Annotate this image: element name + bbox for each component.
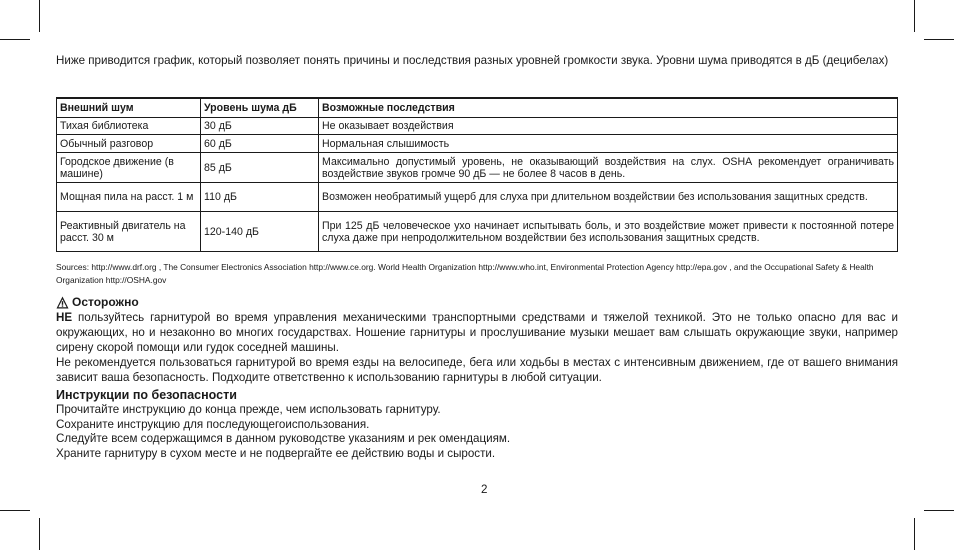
table-row — [57, 135, 898, 153]
caution-heading — [56, 295, 139, 309]
caution-title: Осторожно — [72, 295, 139, 309]
consequence-cell: Максимально допустимый уровень, не оказывающий воздействия на слух. OSHA рекомендует ограничивать воздействие звуков громче 90 дБ — не более 8 часов в день. — [319, 153, 898, 183]
noise-source-cell: Реактивный двигатель на расст. 30 м — [57, 212, 201, 252]
noise-level-cell: 120-140 дБ — [201, 212, 319, 252]
crop-mark — [924, 39, 954, 40]
header-consequences: Возможные последствия — [319, 98, 898, 118]
consequence-cell: Нормальная слышимость — [319, 135, 898, 153]
noise-level-cell: 85 дБ — [201, 153, 319, 183]
caution-lead: НЕ — [56, 311, 73, 324]
consequence-cell: Не оказывает воздействия — [319, 118, 898, 135]
safety-heading: Инструкции по безопасности — [56, 388, 237, 402]
caution-paragraph: Не рекомендуется пользоваться гарнитурой во время езды на велосипеде, бега или ходьбы в местах с интенсивным движением, где от вашего внимания зависит ваша безопасность. Подходите ответственно к использованию гарнитуры в любой ситуации. — [56, 356, 898, 384]
noise-level-cell: 30 дБ — [201, 118, 319, 135]
noise-source-cell: Тихая библиотека — [57, 118, 201, 135]
crop-mark — [914, 518, 915, 550]
crop-mark — [39, 0, 40, 32]
crop-mark — [914, 0, 915, 32]
sources-note: Sources: http://www.drf.org , The Consumer Electronics Association http://www.ce.org. World Health Organization http://www.who.int, Environmental Protection Agency http://epa.gov , and the Occupational Safety & Health Organization http://OSHA.gov — [56, 262, 874, 285]
page-number: 2 — [481, 483, 488, 496]
table-row — [57, 212, 898, 252]
table-row — [57, 118, 898, 135]
caution-paragraph — [56, 310, 898, 355]
noise-level-cell: 60 дБ — [201, 135, 319, 153]
noise-level-cell: 110 дБ — [201, 183, 319, 212]
caution-body — [56, 310, 898, 385]
noise-source-cell: Городское движение (в машине) — [57, 153, 201, 183]
header-noise-level: Уровень шума дБ — [201, 98, 319, 118]
list-item: Следуйте всем содержащимся в данном руководстве указаниям и рек омендациям. — [56, 432, 511, 445]
noise-source-cell: Обычный разговор — [57, 135, 201, 153]
crop-mark — [924, 510, 954, 511]
warning-triangle-icon — [56, 296, 69, 309]
safety-instructions-list — [56, 403, 510, 461]
list-item: Прочитайте инструкцию до конца прежде, чем использовать гарнитуру. — [56, 403, 441, 416]
table-row — [57, 153, 898, 183]
list-item: Храните гарнитуру в сухом месте и не подвергайте ее действию воды и сырости. — [56, 446, 496, 460]
list-item: Сохраните инструкцию для последующегоиспользования. — [56, 417, 370, 431]
caution-text: пользуйтесь гарнитурой во время управления механическими транспортными средствами и тяжелой техникой. Это не только опасно для вас и окружающих, но и незаконно во многих государствах. Ношение гарнитуры и прослушивание музыки мешает вам слышать окружающие звуки, например сирену скорой помощи или гудок соседней машины. — [56, 311, 898, 354]
intro-paragraph: Ниже приводится график, который позволяет понять причины и последствия разных уровней громкости звука. Уровни шума приводятся в дБ (децибелах) — [56, 54, 889, 67]
table-row — [57, 183, 898, 212]
noise-levels-table — [56, 97, 898, 252]
table-header-row — [57, 98, 898, 118]
header-external-noise: Внешний шум — [57, 98, 201, 118]
crop-mark — [0, 510, 30, 511]
crop-mark — [39, 518, 40, 550]
crop-mark — [0, 39, 30, 40]
consequence-cell: Возможен необратимый ущерб для слуха при длительном воздействии без использования защитных средств. — [319, 183, 898, 212]
noise-source-cell: Мощная пила на расст. 1 м — [57, 183, 201, 212]
consequence-cell: При 125 дБ человеческое ухо начинает испытывать боль, и это воздействие может привести к постоянной потере слуха даже при непродолжительном воздействии без использования защитных средств. — [319, 212, 898, 252]
